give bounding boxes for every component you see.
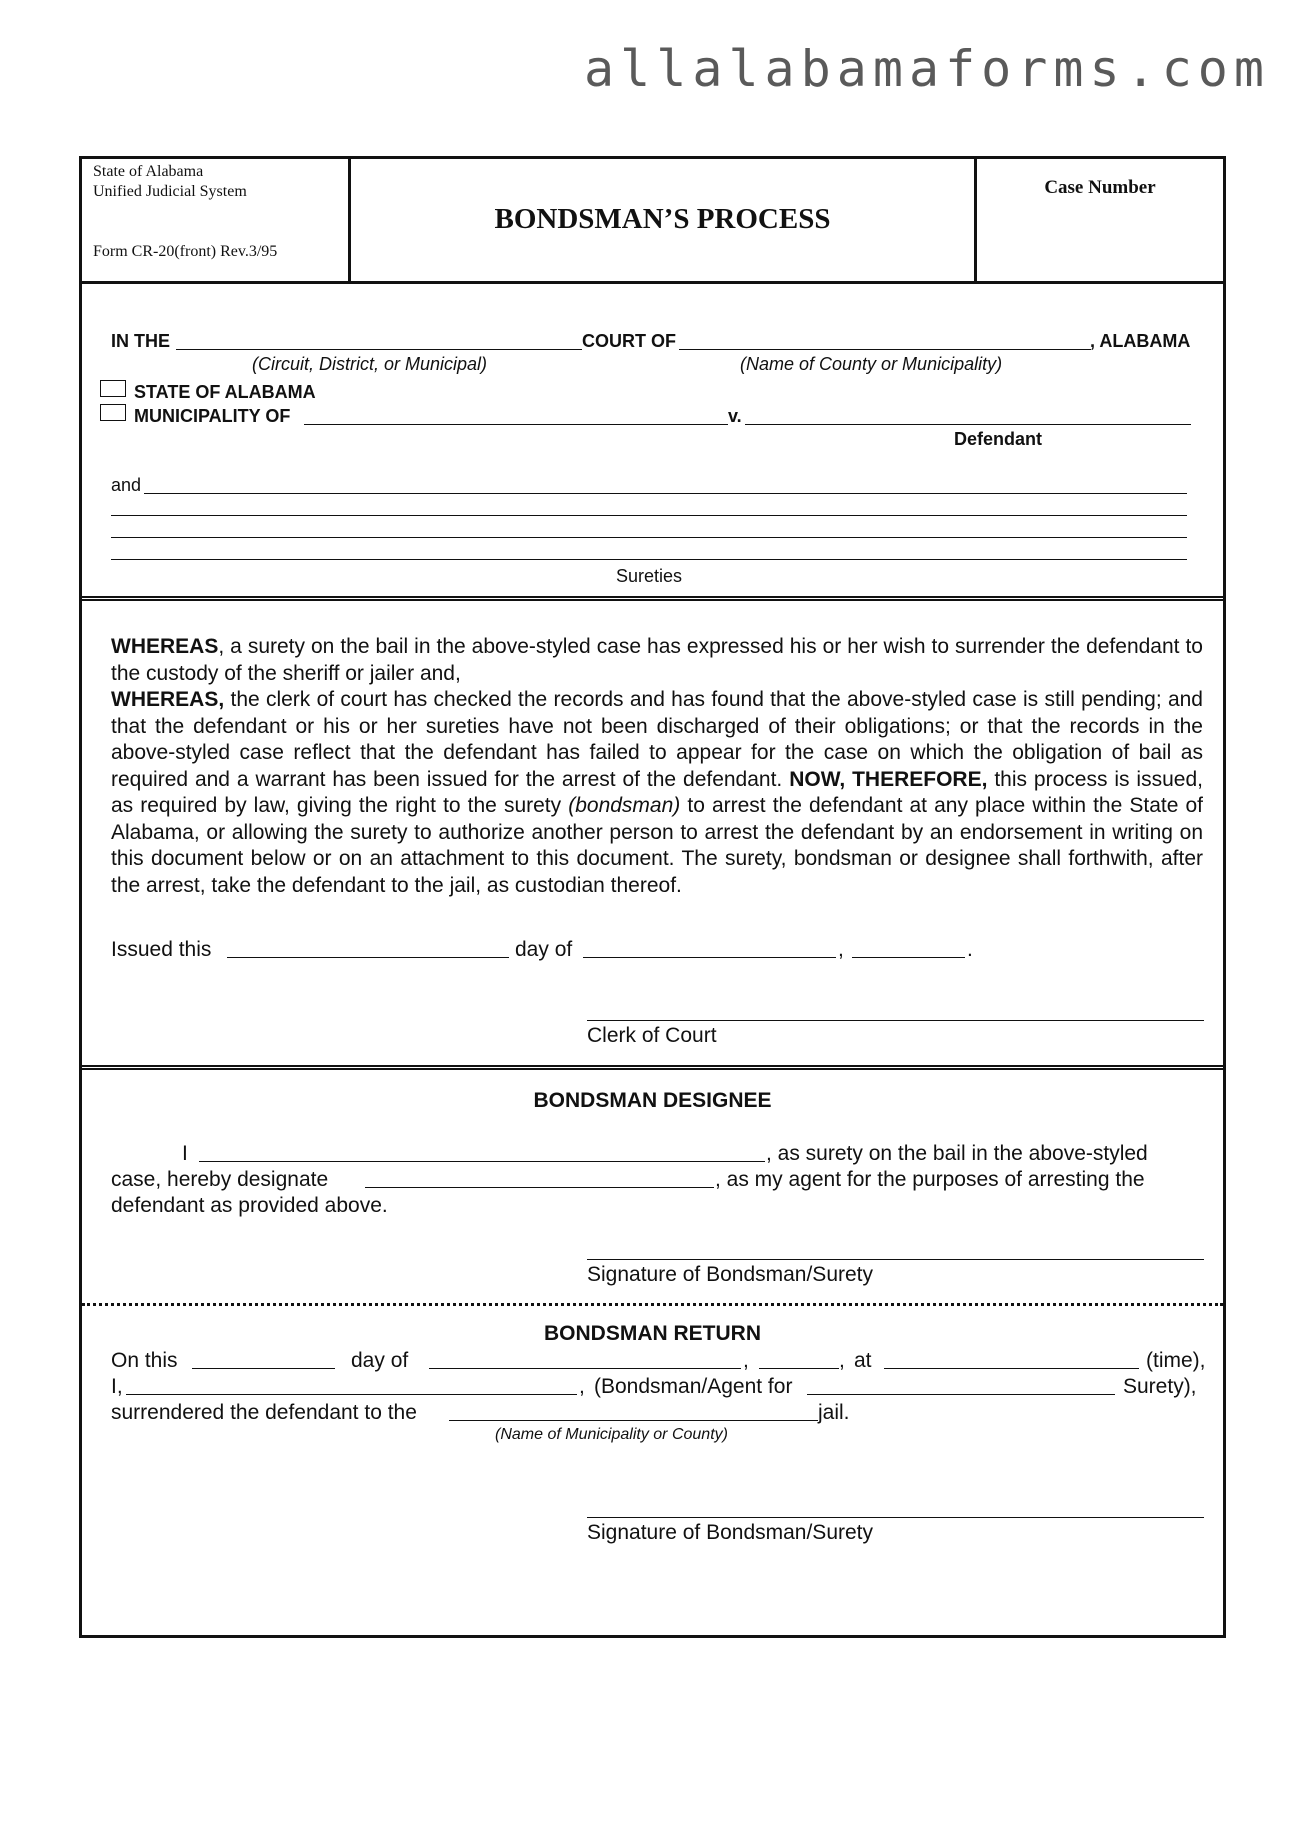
form-header (82, 159, 1223, 284)
now-therefore-text-2: to arrest the defendant at any place within the State of Alabama, or allowing the surety to authorize another person to arrest the defendant by an endorsement in writing on this document below or on an attachment to this document. The surety, bondsman or designee shall forthwith, after the arrest, take the defendant to the jail, as custodian thereof. (111, 794, 1203, 897)
case-number-label: Case Number (1044, 177, 1156, 198)
case-number-field[interactable] (982, 213, 1217, 273)
return-day-field[interactable] (192, 1368, 335, 1369)
time-label: (time), (1146, 1349, 1206, 1372)
designee-text-3: defendant as provided above. (111, 1194, 388, 1217)
bondsman-italic: (bondsman) (568, 794, 681, 817)
whereas-1-text: , a surety on the bail in the above-styled case has expressed his or her wish to surrender the defendant to the custody of the sheriff or jailer and, (111, 635, 1203, 685)
bondsman-agent-label: (Bondsman/Agent for (594, 1375, 793, 1398)
court-type-field[interactable] (176, 349, 582, 350)
alabama-label: , ALABAMA (1090, 331, 1191, 351)
clerk-signature-line[interactable] (587, 1020, 1204, 1021)
return-i-label: I, (111, 1375, 123, 1398)
bondsman-name-field[interactable] (126, 1394, 577, 1395)
and-label: and (111, 475, 142, 495)
municipality-field[interactable] (304, 424, 728, 425)
section-divider (82, 1065, 1223, 1070)
defendant-field[interactable] (745, 424, 1191, 425)
designated-agent-field[interactable] (365, 1187, 714, 1188)
whereas-2-text: the clerk of court has checked the records and has found that the above-styled case is still pending; and that the defendant or his or her sureties have not been discharged of their obligations; or that the records in the above-styled case reflect that the defendant has failed to appear for the case on which the obligation of bail as required and a warrant has been issued for the arrest of the defendant. (111, 688, 1203, 791)
designee-signature-line[interactable] (587, 1259, 1204, 1260)
form-title: BONDSMAN’S PROCESS (494, 203, 831, 235)
designee-i-label: I (182, 1142, 188, 1165)
issuer-system: Unified Judicial System (93, 183, 247, 200)
designee-text-2a: case, hereby designate (111, 1168, 329, 1191)
jail-hint: (Name of Municipality or County) (495, 1426, 728, 1443)
surety-line-1[interactable] (144, 493, 1187, 494)
state-of-alabama-checkbox[interactable] (100, 380, 126, 397)
surrendered-label: surrendered the defendant to the (111, 1401, 417, 1424)
comma-separator: , (579, 1375, 585, 1398)
process-text (111, 634, 1203, 899)
watermark: allalabamaforms.com (584, 40, 1270, 98)
whereas-1-lead: WHEREAS (111, 635, 219, 658)
issuer-state: State of Alabama (93, 163, 204, 180)
now-therefore-text-1: this process is issued, as required by law, giving the right to the surety (111, 767, 1203, 817)
surety-line-3[interactable] (111, 537, 1187, 538)
designee-heading: BONDSMAN DESIGNEE (533, 1089, 772, 1112)
court-of-label: COURT OF (582, 331, 676, 351)
return-signature-label: Signature of Bondsman/Surety (587, 1521, 874, 1544)
comma-separator: , (838, 938, 844, 961)
return-heading: BONDSMAN RETURN (544, 1322, 761, 1345)
municipality-checkbox[interactable] (100, 404, 126, 421)
comma-separator: , (839, 1349, 845, 1372)
versus-label: v. (728, 406, 742, 426)
on-this-label: On this (111, 1349, 178, 1372)
defendant-label: Defendant (954, 429, 1043, 449)
return-time-field[interactable] (884, 1368, 1139, 1369)
surety-line-4[interactable] (111, 559, 1187, 560)
at-label: at (854, 1349, 872, 1372)
form-identifier: Form CR-20(front) Rev.3/95 (93, 243, 278, 260)
sureties-label: Sureties (616, 566, 683, 586)
surety-line-2[interactable] (111, 515, 1187, 516)
designee-text-2b: , as my agent for the purposes of arresting the (715, 1168, 1145, 1191)
court-type-hint: (Circuit, District, or Municipal) (252, 354, 488, 374)
surety-name-field[interactable] (199, 1161, 765, 1162)
issued-day-field[interactable] (227, 957, 509, 958)
comma-separator: , (743, 1349, 749, 1372)
county-hint: (Name of County or Municipality) (740, 354, 1003, 374)
dotted-divider (82, 1303, 1223, 1306)
county-field[interactable] (679, 349, 1091, 350)
issued-year-field[interactable] (852, 957, 965, 958)
jail-label: jail. (818, 1401, 850, 1424)
section-divider (82, 596, 1223, 601)
designee-text-1: , as surety on the bail in the above-styled (766, 1142, 1148, 1165)
now-therefore-lead: NOW, THEREFORE, (789, 767, 988, 791)
return-month-field[interactable] (429, 1368, 741, 1369)
day-of-label: day of (515, 938, 573, 961)
issued-month-field[interactable] (583, 957, 836, 958)
issued-this-label: Issued this (111, 938, 212, 961)
municipality-label: MUNICIPALITY OF (134, 406, 291, 426)
surety-label: Surety), (1123, 1375, 1197, 1398)
return-day-of-label: day of (351, 1349, 409, 1372)
period-separator: . (967, 938, 973, 961)
whereas-2-lead: WHEREAS, (111, 688, 225, 711)
bondsman-process-form (79, 156, 1226, 1638)
return-year-field[interactable] (759, 1368, 839, 1369)
title-block (351, 159, 977, 281)
surety-for-field[interactable] (807, 1394, 1115, 1395)
state-of-alabama-label: STATE OF ALABAMA (134, 382, 316, 402)
return-signature-line[interactable] (587, 1517, 1204, 1518)
issuer-block (82, 159, 351, 281)
in-the-label: IN THE (111, 331, 171, 351)
clerk-of-court-label: Clerk of Court (587, 1024, 717, 1047)
jail-name-field[interactable] (449, 1420, 818, 1421)
designee-signature-label: Signature of Bondsman/Surety (587, 1263, 874, 1286)
